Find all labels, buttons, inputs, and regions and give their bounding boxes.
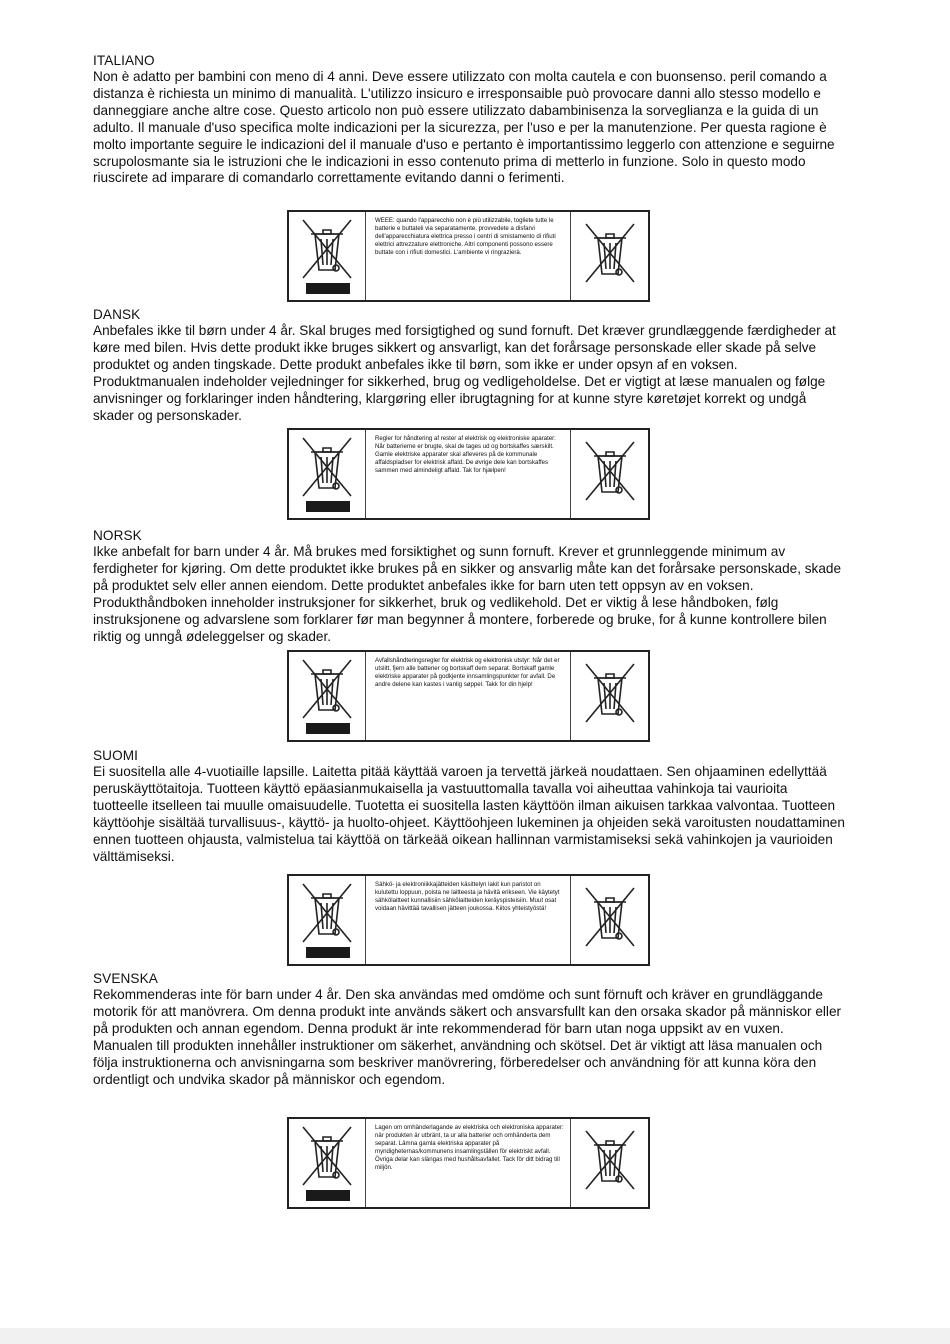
section-norsk <box>93 527 845 645</box>
black-bar-marker <box>306 1190 350 1201</box>
section-heading: DANSK <box>93 307 141 322</box>
black-bar-marker <box>306 947 350 958</box>
weee-left-cell <box>289 652 366 740</box>
weee-left-cell <box>289 876 366 964</box>
crossed-out-wheelie-bin-icon <box>582 886 638 948</box>
weee-right-cell <box>570 652 648 740</box>
section-svenska <box>93 970 845 1088</box>
crossed-out-wheelie-bin-icon <box>582 440 638 502</box>
section-dansk <box>93 306 845 424</box>
black-bar-marker <box>306 723 350 734</box>
crossed-out-wheelie-bin-icon <box>299 658 355 720</box>
weee-text: Sähkö- ja elektroniikkajätteiden käsittelyn lakit kun paristot on kulutettu loppuun, poista ne laitteesta ja hävitä erikseen. Vie käytetyt sähkölaitteet kunnallisiin sähkölaitteiden keräyspisteisiin. Muut osat voidaan hävittää tavallisen jätteen joukossa. Kiitos yhteistyöstä! <box>375 881 560 912</box>
section-text: Ei suositella alle 4-vuotiaille lapsille. Laitetta pitää käyttää varoen ja tervettä järkeä noudattaen. Sen ohjaaminen edellyttää peruskäyttötaitoja. Tuotteen käyttö epäasianmukaisella ja vastuuttomalla tavalla voi aiheuttaa vahinkoja tai vaurioita tuotteelle itselleen tai muulle omaisuudelle. Tuotetta ei suositella lasten käyttöön ilman aikuisen tarkkaa valvontaa. Tuotteen käyttöohje sisältää turvallisuus-, käyttö- ja huolto-ohjeet. Käyttöohjeen lukeminen ja ohjeiden sekä varoitusten noudattaminen ennen tuotteen ohjausta, valmistelua tai käyttöä on tärkeää oikean hallinnan varmistamiseksi sekä vahinkojen ja vaurioiden välttämiseksi. <box>93 764 845 864</box>
crossed-out-wheelie-bin-icon <box>582 1129 638 1191</box>
weee-notice-box <box>287 874 650 966</box>
crossed-out-wheelie-bin-icon <box>299 882 355 944</box>
section-heading: ITALIANO <box>93 53 155 68</box>
section-italiano <box>93 52 845 187</box>
weee-text: Lagen om omhänderlagande av elektriska och elektroniska apparater: när produkten är utbränt, ta ur alla batterier och omhänderta dem separat. Lämna gamla elektriska apparater på myndigheternas/kommunens insamlingställen för elektriskt avfall. Övriga delar kan slängas med hushållsavfallet. Tack för ditt bidrag till miljön. <box>375 1124 564 1171</box>
section-text: Rekommenderas inte för barn under 4 år. Den ska användas med omdöme och sunt förnuft och kräver en grundläggande motorik för att manövrera. Om denna produkt inte används säkert och ansvarsfullt kan den orsaka skador på människor eller på produkten och annan egendom. Denna produkt är inte rekommenderad för barn utan noga uppsikt av en vuxen. Manualen till produkten innehåller instruktioner om säkerhet, användning och skötsel. Det är viktigt att läsa manualen och följa instruktionerna och anvisningarna som beskriver manövrering, förberedelser och användning för att kunna köra den ordentligt och undvika skador på människor och egendom. <box>93 987 842 1087</box>
crossed-out-wheelie-bin-icon <box>299 436 355 498</box>
section-heading: NORSK <box>93 528 142 543</box>
black-bar-marker <box>306 501 350 512</box>
weee-right-cell <box>570 876 648 964</box>
weee-right-cell <box>570 212 648 300</box>
section-text: Non è adatto per bambini con meno di 4 anni. Deve essere utilizzato con molta cautela e con buonsenso. peril comando a distanza è richiesta un minimo di manualità. L'utilizzo insicuro e irresponsaible può provocare danni allo stesso modello e danneggiare anche altre cose. Questo articolo non può essere utilizzato dabambinisenza la sorveglianza e la guida di un adulto. Il manuale d'uso specifica molte indicazioni per la sicurezza, per l'uso e per la manutenzione. Per questa ragione è molto importante seguire le indicazioni del il manuale d'uso e pertanto è importantissimo leggerlo con attenzione e seguirne scrupolosmante sia le istruzioni che le indicazioni in esso contenuto prima di metterlo in funzione. Solo in questo modo riuscirete ad imparare di comandarlo correttamente evitando danni o ferimenti. <box>93 69 835 186</box>
section-text: Anbefales ikke til børn under 4 år. Skal bruges med forsigtighed og sund fornuft. Det kræver grundlæggende færdigheder at køre med bilen. Hvis dette produkt ikke bruges sikkert og ansvarligt, kan det forårsage personskade eller skade på selve produktet og anden tingskade. Dette produkt anbefales ikke til børn, som ikke er under opsyn af en voksen. Produktmanualen indeholder vejledninger for sikkerhed, brug og vedligeholdelse. Det er vigtigt at læse manualen og følge anvisninger og forklaringer inden håndtering, klargøring eller ibrugtagning for at kunne styre køretøjet korrekt og undgå skader og personskader. <box>93 323 836 423</box>
weee-notice-box <box>287 1117 650 1209</box>
weee-notice-box <box>287 210 650 302</box>
weee-notice-box <box>287 650 650 742</box>
section-heading: SUOMI <box>93 748 139 763</box>
weee-right-cell <box>570 1119 648 1207</box>
weee-text: Regler for håndtering af rester af elektrisk og elektroniske aparater: Når batterierne er brugte, skal de tages ud og bortskaffes særskilt. Gamle elektriske apparater skal afleveres på de kommunale affaldspladser for elektrisk affald. De øvrige dele kan bortskaffes sammen med almindeligt affald. Tak for hjælpen! <box>375 435 556 474</box>
page-bottom-edge <box>0 1328 950 1344</box>
weee-left-cell <box>289 430 366 518</box>
section-heading: SVENSKA <box>93 971 158 986</box>
weee-text: WEEE: quando l'apparecchio non è più utilizzabile, togliete tutte le batterie e buttateli via separatamente. provvedete a disfarvi dell'apparecchiatura elettrica presso i centri di smistamento di rifiuti elettrici attrezzature elettroniche. Altri componenti possono essere buttate con i rifiuti domestici. L'ambiente vi ringrazierà. <box>375 217 556 256</box>
weee-right-cell <box>570 430 648 518</box>
section-suomi <box>93 747 845 865</box>
crossed-out-wheelie-bin-icon <box>582 222 638 284</box>
weee-text: Avfallshåndteringsregler for elektrisk og elektronisk utstyr: Når det er utslitt, fjern alle batterier og bortskaff dem separat. Bortskaff gamle elektriske apparater på godkjente innsamlingspunkter for avfall. De andre delene kan kastes i vanlig søppel. Takk for din hjelp! <box>375 657 560 688</box>
crossed-out-wheelie-bin-icon <box>299 218 355 280</box>
crossed-out-wheelie-bin-icon <box>299 1125 355 1187</box>
crossed-out-wheelie-bin-icon <box>582 662 638 724</box>
weee-left-cell <box>289 212 366 300</box>
weee-left-cell <box>289 1119 366 1207</box>
section-text: Ikke anbefalt for barn under 4 år. Må brukes med forsiktighet og sunn fornuft. Krever et grunnleggende minimum av ferdigheter for kjøring. Om dette produktet ikke brukes på en sikker og ansvarlig måte kan det forårsake personskade, skade på produktet selv eller annen eiendom. Dette produktet anbefales ikke for barn uten tett oppsyn av en voksen. Produkthåndboken inneholder instruksjoner for sikkerhet, bruk og vedlikehold. Det er viktig å lese håndboken, følg instruksjonene og advarslene som forklarer før man begynner å montere, forberede og bruke, for å kunne kontrollere bilen riktig og unngå ødeleggelser og skader. <box>93 544 842 644</box>
weee-notice-box <box>287 428 650 520</box>
black-bar-marker <box>306 283 350 294</box>
